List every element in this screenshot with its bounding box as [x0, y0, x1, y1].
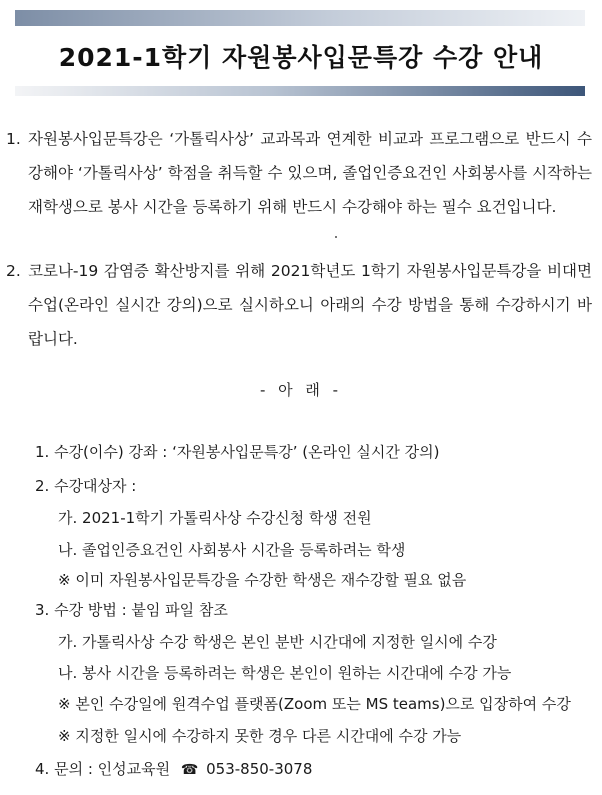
detail-item-3a: 가. 가톨릭사상 수강 학생은 본인 분반 시간대에 지정한 일시에 수강 — [58, 633, 497, 651]
phone-icon: ☎ — [180, 762, 199, 778]
intro-number-1: 1. — [6, 130, 21, 148]
intro-paragraph-2 — [6, 254, 592, 356]
title-top-bar — [15, 10, 585, 26]
stray-dot — [335, 236, 337, 238]
section-heading-below: - 아 래 - — [259, 381, 343, 399]
detail-item-3-note-2: ※ 지정한 일시에 수강하지 못한 경우 다른 시간대에 수강 가능 — [58, 727, 462, 745]
contact-label: 4. 문의 : 인성교육원 — [35, 760, 171, 778]
detail-item-2: 2. 수강대상자 : — [35, 477, 137, 495]
detail-item-1: 1. 수강(이수) 강좌 : ‘자원봉사입문특강’ (온라인 실시간 강의) — [35, 443, 440, 461]
detail-item-3b: 나. 봉사 시간을 등록하려는 학생은 본인이 원하는 시간대에 수강 가능 — [58, 664, 512, 682]
detail-item-3: 3. 수강 방법 : 붙임 파일 참조 — [35, 601, 228, 619]
intro-text-1: 자원봉사입문특강은 ‘가톨릭사상’ 교과목과 연계한 비교과 프로그램으로 반드시 수강해야 ‘가톨릭사상’ 학점을 취득할 수 있으며, 졸업인증요건인 사회봉사를 시작하는 재학생으로 봉사 시간을 등록하기 위해 반드시 수강해야 하는 필수 요건입니다. — [28, 130, 592, 216]
detail-item-3-note-1: ※ 본인 수강일에 원격수업 플랫폼(Zoom 또는 MS teams)으로 입장하여 수강 — [58, 695, 571, 713]
detail-item-4 — [35, 759, 312, 780]
intro-text-2: 코로나-19 감염증 확산방지를 위해 2021학년도 1학기 자원봉사입문특강을 비대면수업(온라인 실시간 강의)으로 실시하오니 아래의 수강 방법을 통해 수강하시기 바랍니다. — [28, 262, 592, 348]
detail-item-2b: 나. 졸업인증요건인 사회봉사 시간을 등록하려는 학생 — [58, 541, 406, 559]
contact-phone-number: 053-850-3078 — [206, 760, 313, 778]
intro-number-2: 2. — [6, 262, 21, 280]
detail-item-2a: 가. 2021-1학기 가톨릭사상 수강신청 학생 전원 — [58, 509, 372, 527]
title-bottom-bar — [15, 86, 585, 96]
intro-paragraph-1 — [6, 122, 592, 224]
page-title: 2021-1학기 자원봉사입문특강 수강 안내 — [58, 43, 544, 72]
detail-item-2-note: ※ 이미 자원봉사입문특강을 수강한 학생은 재수강할 필요 없음 — [58, 571, 467, 589]
